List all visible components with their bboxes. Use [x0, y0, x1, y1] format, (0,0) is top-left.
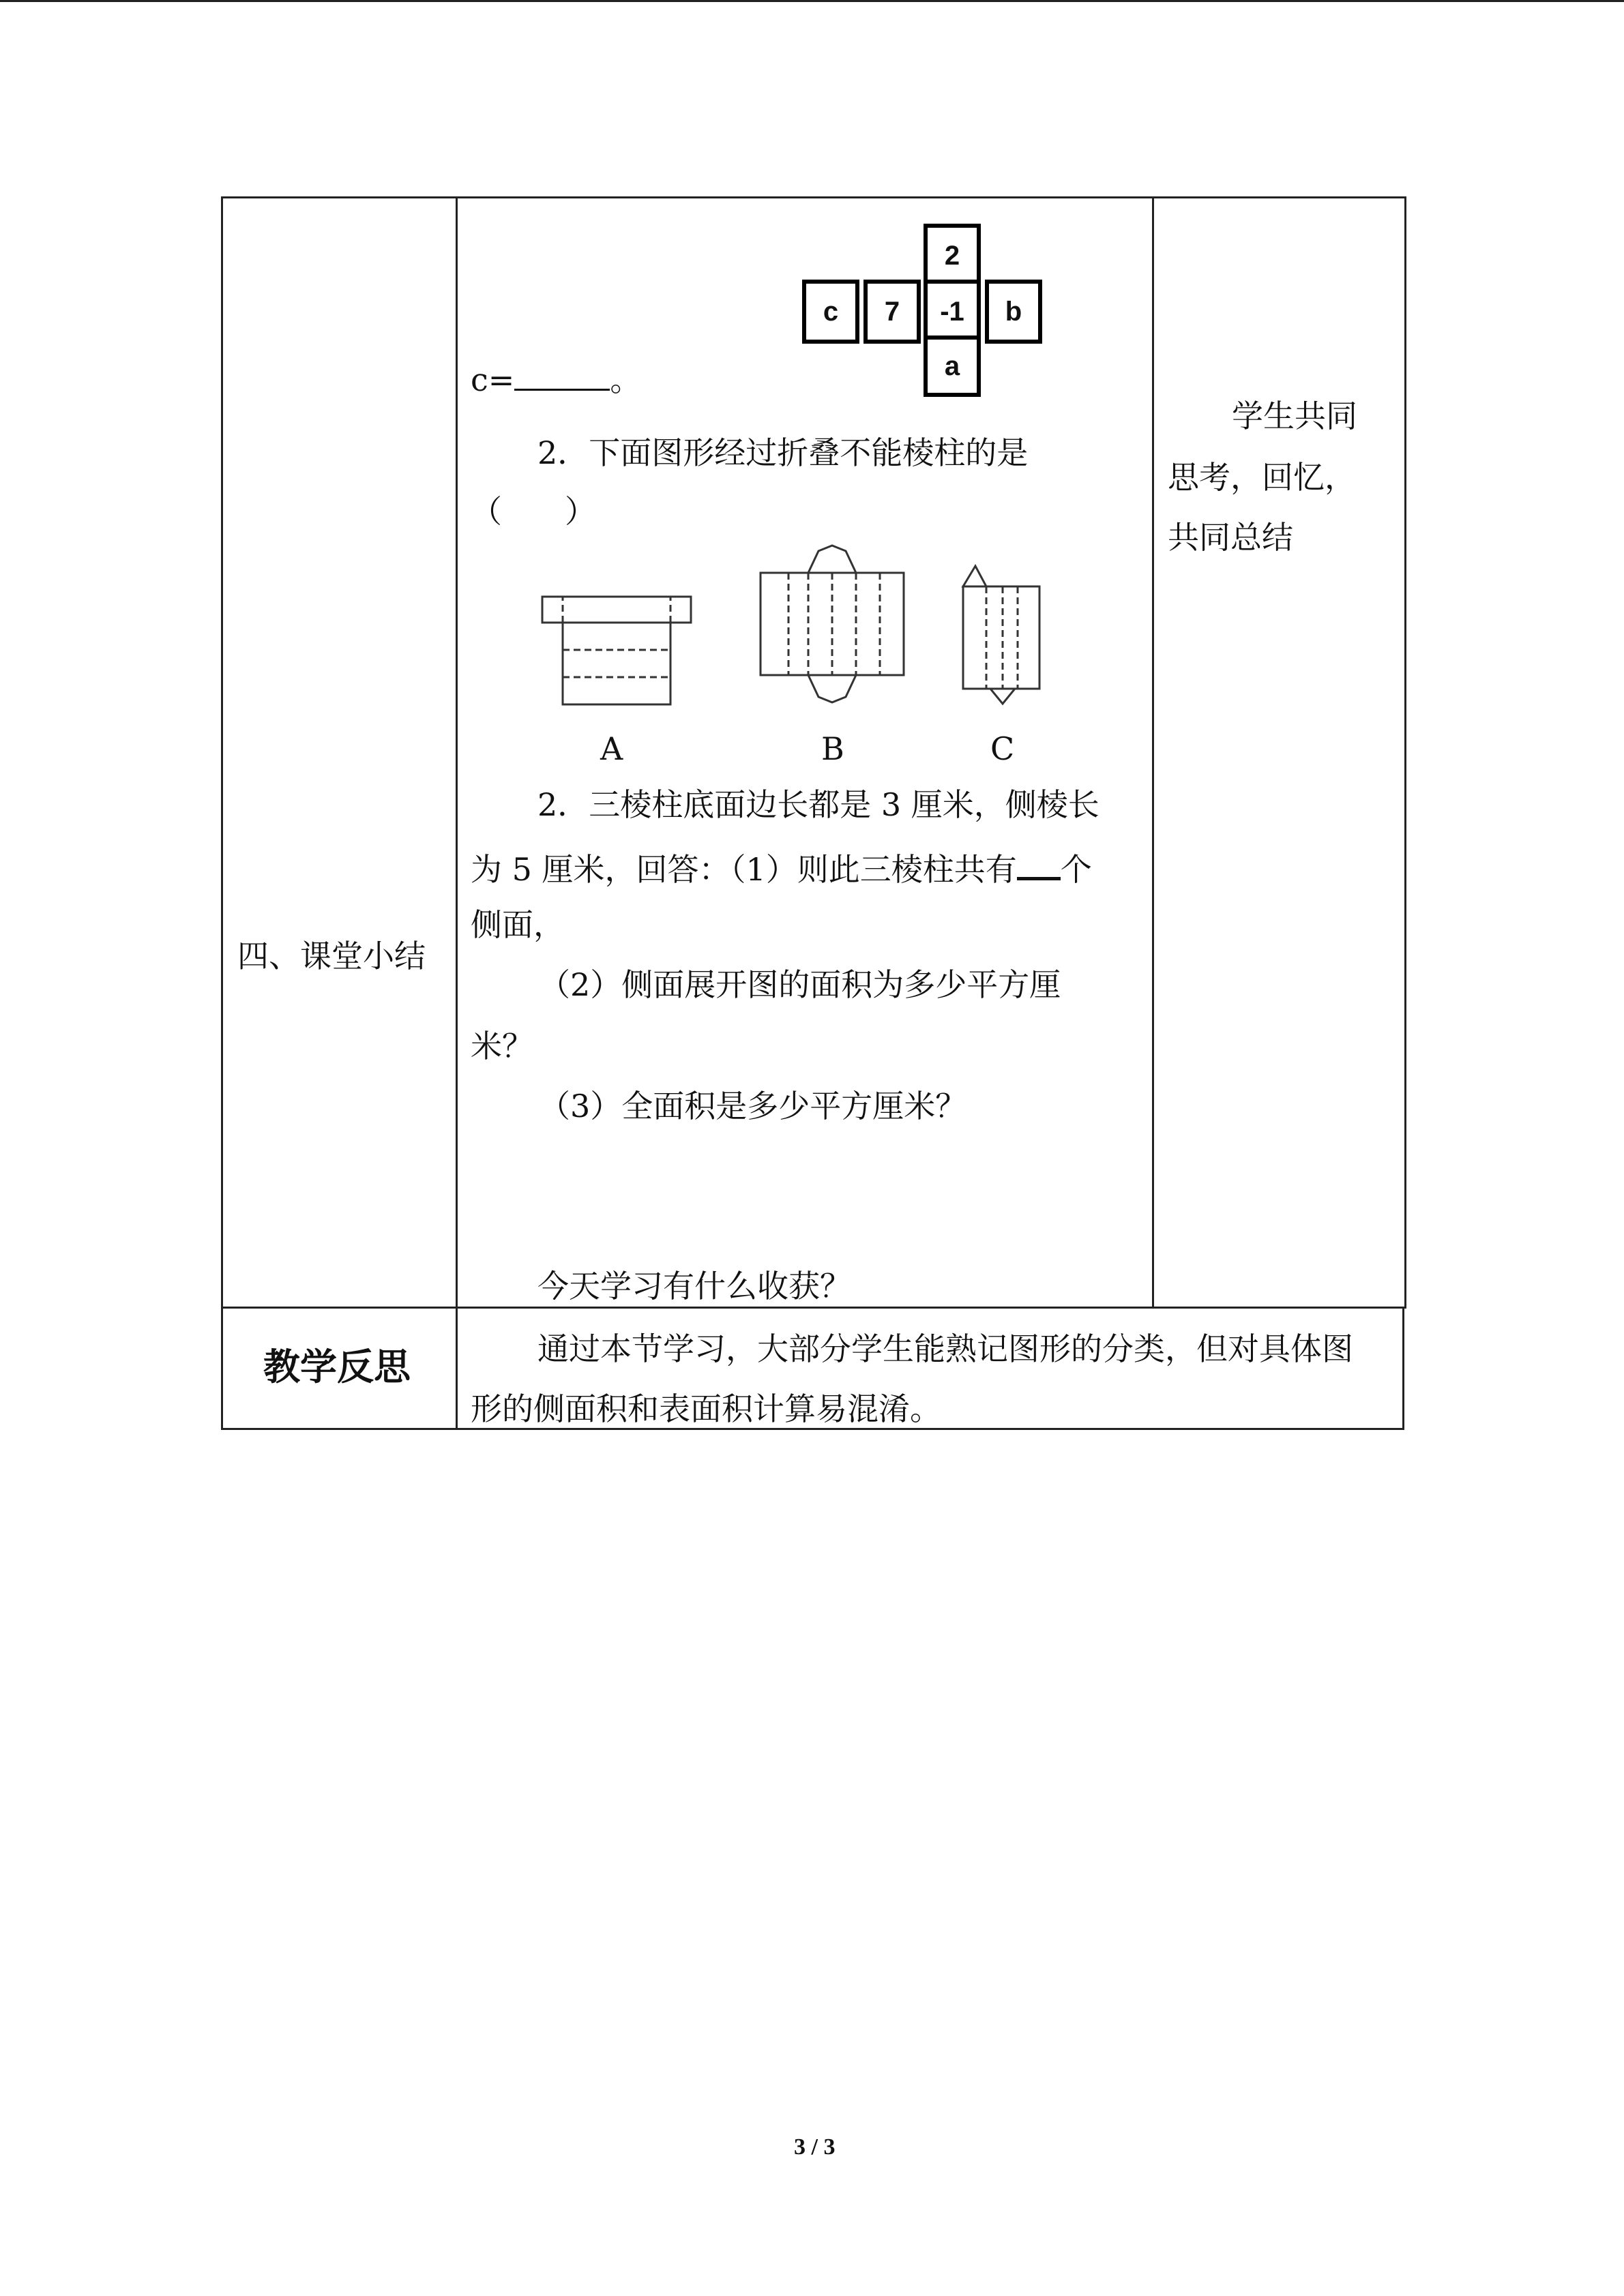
- page-number: 3 / 3: [794, 2134, 836, 2160]
- student-activity-line3: 共同总结: [1168, 519, 1293, 556]
- q3-line3: 侧面，: [471, 906, 565, 943]
- choice-c-label: C: [990, 730, 1015, 767]
- reflection-line1: 通过本节学习，大部分学生能熟记图形的分类，但对具体图: [537, 1330, 1353, 1367]
- q1-answer-line: [471, 357, 641, 400]
- cube-face-bottom: a: [924, 336, 981, 397]
- student-activity-line2: 思考，回忆，: [1168, 459, 1356, 496]
- cube-face-left2: c: [802, 280, 859, 344]
- cube-face-top: 2: [924, 224, 981, 288]
- net-figure-b: [750, 518, 914, 716]
- choice-a-label: A: [600, 730, 623, 767]
- q1-suffix: 。: [610, 361, 642, 398]
- cube-face-left1: 7: [863, 280, 921, 344]
- q2-text: 2．下面图形经过折叠不能棱柱的是: [537, 434, 1029, 471]
- q3-line1: 2．三棱柱底面边长都是 3 厘米，侧棱长: [537, 786, 1099, 823]
- q1-prefix: c=: [471, 361, 515, 398]
- page-top-border: [0, 0, 1624, 2]
- q3-sub3: （3）全面积是多少平方厘米？: [539, 1088, 967, 1124]
- net-figure-a: [532, 546, 696, 709]
- q3-sub2a: （2）侧面展开图的面积为多少平方厘: [539, 966, 1061, 1003]
- choice-b-label: B: [821, 730, 844, 767]
- harvest-question: 今天学习有什么收获？: [537, 1268, 851, 1304]
- student-activity-line1: 学生共同: [1232, 398, 1357, 434]
- q3-line2: [471, 846, 1092, 890]
- q3-line2-before: 为 5 厘米，回答：（1）则此三棱柱共有: [471, 851, 1017, 888]
- reflection-label: 教学反思: [263, 1345, 411, 1388]
- section-label: 四、课堂小结: [237, 938, 426, 974]
- cube-face-right: b: [985, 280, 1042, 344]
- q3-blank[interactable]: [1017, 846, 1061, 880]
- q2-paren: （ ）: [471, 493, 596, 530]
- q1-blank[interactable]: [514, 357, 610, 391]
- cube-face-center: -1: [924, 280, 981, 344]
- q3-sub2b: 米？: [471, 1028, 533, 1064]
- net-figure-c: [949, 559, 1059, 709]
- q3-line2-after: 个: [1060, 851, 1092, 888]
- reflection-line2: 形的侧面积和表面积计算易混淆。: [471, 1390, 941, 1427]
